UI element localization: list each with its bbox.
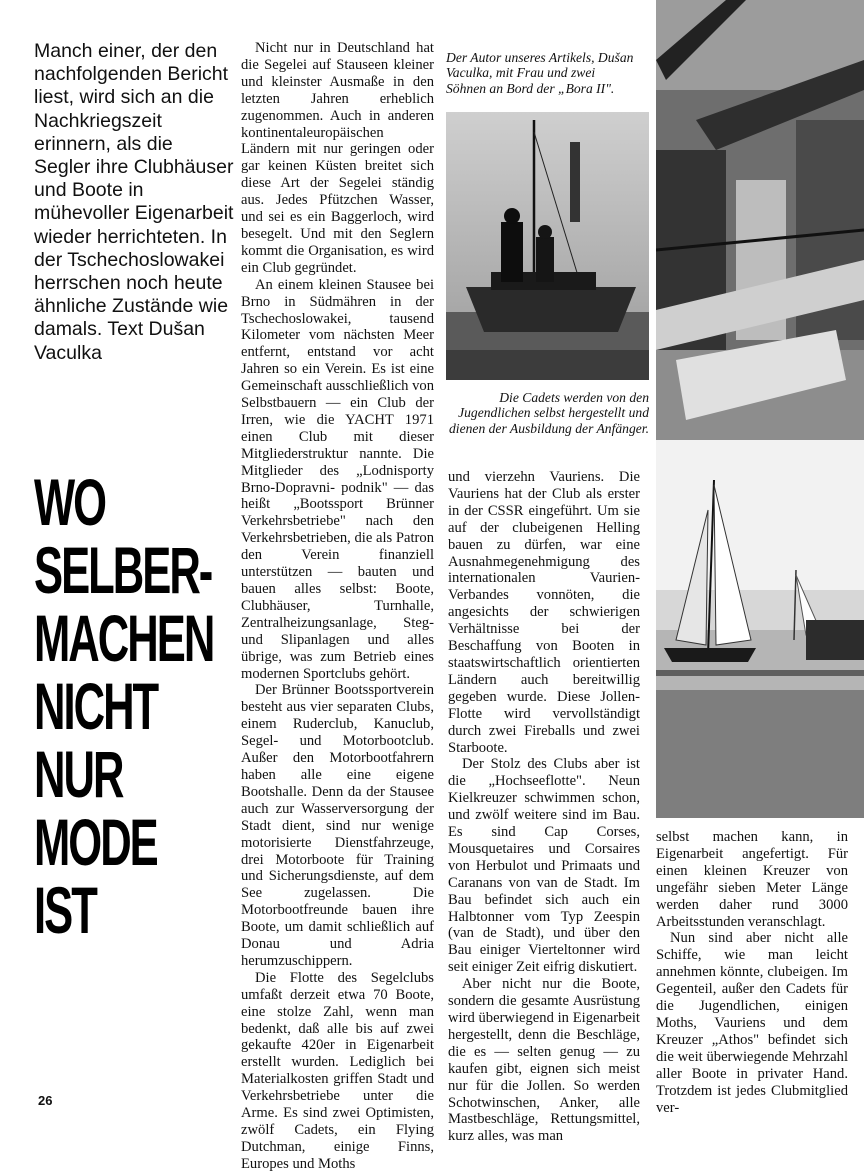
headline-line: IST <box>34 873 96 947</box>
photo-workshop <box>656 0 864 440</box>
intro-text: Manch einer, der den nachfolgenden Bericht liest, wird sich an die Nachkriegszeit erinnern, als die Segler ihre Clubhäuser und Boote in mühevoller Eigenarbeit wieder herrichteten. In der Tschechoslowakei herrschen noch heute ähnliche Zustände wie damals. Text Dušan Vaculka <box>34 40 234 364</box>
photo-caption-top: Der Autor unseres Artikels, Dušan Vaculka, mit Frau und zwei Söhnen an Bord der „Bora II". <box>446 50 634 96</box>
article-column-2 <box>448 469 640 1145</box>
article-intro <box>34 40 234 365</box>
paragraph: und vierzehn Vauriens. Die Vauriens hat der Club als erster in der CSSR eingeführt. Um sie auf der clubeigenen Helling bauen zu dürfen, war eine Ausnahmegenehmigung des internationalen Vaurien-Verbandes vonnöten, die angesichts der schwierigen Verhältnisse bei der Beschaffung von Booten in staatswirtschaftlich orientierten Ländern auch bereitwillig gegeben wurde. Diese Jollen-Flotte wird vervollständigt durch zwei Fireballs und zwei Starboote. <box>448 469 640 756</box>
article-column-3 <box>656 829 848 1116</box>
headline-line: MACHEN <box>34 601 214 675</box>
photo-caption-middle: Die Cadets werden von den Jugendlichen selbst hergestellt und dienen der Ausbildung der Anfänger. <box>449 390 649 436</box>
paragraph: Aber nicht nur die Boote, sondern die gesamte Ausrüstung wird überwiegend in Eigenarbeit hergestellt, denn die Beschläge, die es — selten genug — zu kaufen gibt, eignen sich meist nur für die Jollen. So werden Schotwinschen, Anker, alle Mastbeschläge, Rettungsmittel, kurz alles, was man <box>448 976 640 1145</box>
paragraph: Nun sind aber nicht alle Schiffe, wie man leicht annehmen könnte, clubeigen. Im Gegenteil, außer den Cadets für die Jugendlichen, einigen Moths, Vauriens und dem Kreuzer „Athos" befindet sich die weit überwiegende Mehrzahl aller Boote in privater Hand. Trotzdem ist jedes Clubmitglied ver- <box>656 930 848 1116</box>
page-number: 26 <box>38 1093 53 1108</box>
paragraph: Der Brünner Bootssportverein besteht aus vier separaten Clubs, einem Ruderclub, Kanuclub, Segel- und Motorbootclub. Außer den Motorbootfahrern haben alle eine eigene Bootshalle. Denn da der Stausee auch zur Wasserversorgung der Stadt dient, sind nur wenige motorisierte Dienstfahrzeuge, drei Motorboote für Training und Sicherungsdienste, auf dem See zugelassen. Die Motorbootfreunde bauen ihre Boote, um damit schließlich auf Donau und Adria herumzuschippern. <box>241 682 434 969</box>
paragraph: selbst machen kann, in Eigenarbeit angefertigt. Für einen kleinen Kreuzer von ungefähr sieben Meter Länge werden daher rund 3000 Arbeitsstunden veranschlagt. <box>656 829 848 930</box>
paragraph: Nicht nur in Deutschland hat die Segelei auf Stauseen kleiner und kleinster Ausmaße in den letzten Jahren erheblich zugenommen. Auch in anderen kontinentaleuropäischen Ländern mit nur geringen oder gar keinen Küsten breitet sich diese Art der Segelei ständig aus. Jedes Pfützchen Wasser, und sei es ein Baggerloch, wird besegelt. Und mit den Seglern kommt die Organisation, es wird ein Club gegründet. <box>241 40 434 276</box>
dinghies-photo-image <box>656 440 864 818</box>
headline-line: MODE <box>34 805 157 879</box>
headline-line: NUR <box>34 737 123 811</box>
paragraph: Die Flotte des Segelclubs umfaßt derzeit etwa 70 Boote, eine stolze Zahl, wenn man bedenkt, daß alle bis auf zwei gekaufte 420er in Eigenarbeit erstellt wurden. Lediglich bei Materialkosten griffen Stadt und Verkehrsbetriebe unter die Arme. Es sind zwei Optimisten, zwölf Cadets, ein Flying Dutchman, einige Finns, Europes und Moths <box>241 969 434 1172</box>
photo-dinghies <box>656 440 864 818</box>
headline-line: NICHT <box>34 669 158 743</box>
workshop-photo-image <box>656 0 864 440</box>
paragraph: Der Stolz des Clubs aber ist die „Hochseeflotte". Neun Kielkreuzer schwimmen schon, und zwölf weitere sind im Bau. Es sind Cap Corses, Mousquetaires und Corsaires von Herbulot und Primaats und Caranans von van de Stadt. Im Bau befindet sich auch ein Halbtonner vom Typ Zeespin (van de Stadt), und über den Bau einiger Vierteltonner wird seit einiger Zeit eifrig diskutiert. <box>448 756 640 976</box>
article-column-1 <box>241 40 434 1173</box>
headline <box>34 465 214 947</box>
sailboat-photo-image <box>446 112 649 380</box>
photo-author-sailboat <box>446 112 649 380</box>
paragraph: An einem kleinen Stausee bei Brno in Südmähren in der Tschechoslowakei, tausend Kilometer vom nächsten Meer entfernt, entstand vor acht Jahren so ein Verein. Es ist eine Gemeinschaft ausschließlich von Selbstbauern — ein Club der Irren, wie die YACHT 1971 einen Club mit dieser Mitgliederstruktur nannte. Die Mitglieder des „Lodnisporty Brno-Dopravni- podnik" — das heißt „Bootssport Brünner Verkehrsbetriebe" nach den Verkehrsbetrieben, die als Patron den Verein finanziell unterstützen — bauten und bauen alles selbst: Boote, Clubhäuser, Turnhalle, Zentralheizungsanlage, Steg- und Slipanlagen und alles übrige, was zum Betrieb eines modernen Sportclubs gehört. <box>241 276 434 682</box>
headline-line: WO <box>34 465 106 539</box>
headline-line: SELBER- <box>34 533 212 607</box>
